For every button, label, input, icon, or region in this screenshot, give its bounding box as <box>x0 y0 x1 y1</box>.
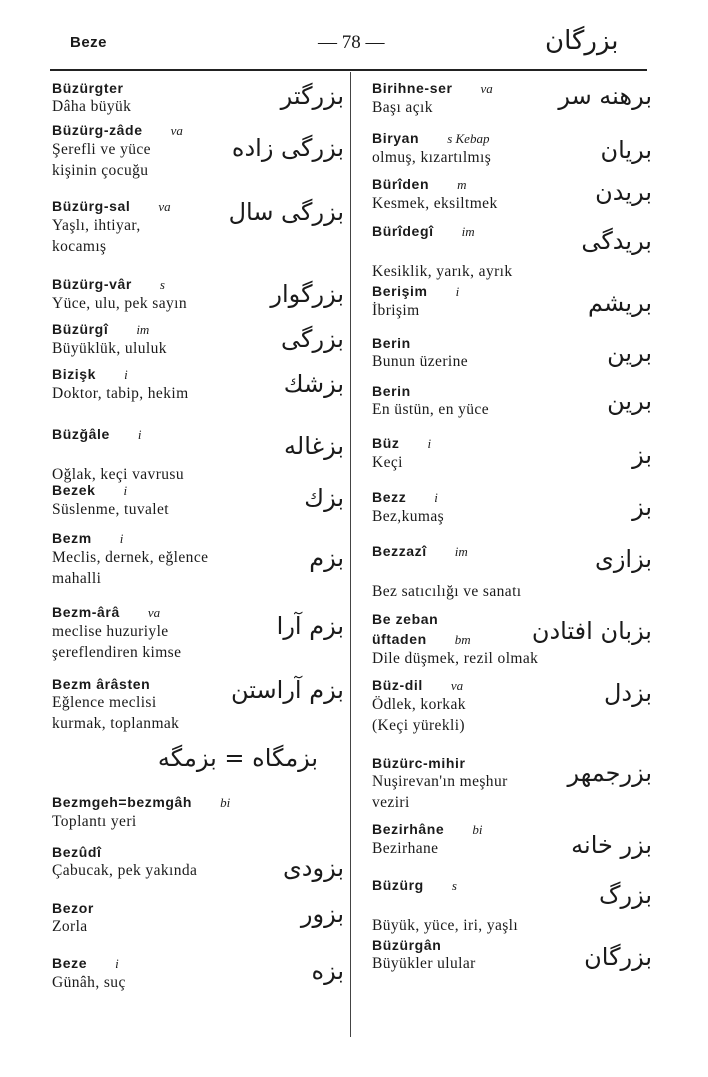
entry-definition: Oğlak, keçi vavrusu <box>52 466 184 483</box>
dictionary-entry <box>372 677 652 755</box>
entry-definition: Toplantı yeri <box>52 813 137 830</box>
entry-arabic: بزبان افتادن <box>531 617 652 645</box>
entry-arabic: بزر خانه <box>571 831 652 859</box>
column-divider <box>350 72 351 1037</box>
entry-headword: Berişim <box>372 283 428 299</box>
entry-headword: Bezûdî <box>52 844 102 860</box>
entry-headline <box>52 794 344 811</box>
entry-headword: Büzürg <box>372 877 424 893</box>
entry-headword: Büzürg-zâde <box>52 122 143 138</box>
dictionary-entry <box>52 900 344 955</box>
entry-headword: Büz-dil <box>372 677 423 693</box>
dictionary-entry <box>52 604 344 676</box>
entry-arabic: برهنه سر <box>558 82 652 110</box>
dictionary-entry <box>52 366 344 426</box>
entry-definition: Dâha büyük <box>52 98 132 115</box>
entry-arabic: بزغاله <box>284 432 344 460</box>
left-column <box>52 80 344 1000</box>
entry-headword: Büzürgân <box>372 937 442 953</box>
entry-arabic: بزه <box>311 957 344 985</box>
entry-arabic: بریدن <box>595 178 652 206</box>
entry-headline <box>372 631 652 648</box>
entry-headword: Berin <box>372 383 411 399</box>
entry-arabic: بزرگی <box>281 325 344 353</box>
entry-arabic: بزم آراستن <box>231 676 344 704</box>
dictionary-entry <box>372 489 652 543</box>
dictionary-entry <box>372 631 652 677</box>
entry-definition: şereflendiren kimse <box>52 644 182 661</box>
entry-word-class: s Kebap <box>447 131 490 146</box>
entry-word-class: bi <box>472 822 483 837</box>
entry-headword: Bezzazî <box>372 543 427 559</box>
entry-definition: kocamış <box>52 238 107 255</box>
entry-definition: mahalli <box>52 570 102 587</box>
entry-arabic: بزرگتر <box>280 82 344 110</box>
dictionary-entry <box>52 676 344 744</box>
entry-headword: Bezm <box>52 530 92 546</box>
entry-word-class: i <box>137 427 142 442</box>
entry-definition: Eğlence meclisi <box>52 694 157 711</box>
header-guide-word: Beze <box>70 34 108 51</box>
entry-headword: Bezmgeh=bezmgâh <box>52 794 193 810</box>
entry-definition: Nuşirevan'ın meşhur <box>372 773 508 790</box>
entry-arabic: بریان <box>600 136 652 164</box>
entry-definition: Bez,kumaş <box>372 508 445 525</box>
entry-word-class: i <box>434 490 438 505</box>
entry-definition: Büyüklük, ululuk <box>52 340 167 357</box>
entry-definition: Başı açık <box>372 99 433 116</box>
entry-headword: Bezm-ârâ <box>52 604 120 620</box>
entry-word-class: i <box>427 436 432 451</box>
entry-headline <box>52 955 344 972</box>
entry-definition: Bezirhane <box>372 840 439 857</box>
entry-arabic: بزرگوار <box>270 280 344 308</box>
entry-headword: Bürîden <box>372 176 430 192</box>
entry-headword: Büz <box>372 435 400 451</box>
entry-definition: Zorla <box>52 918 88 935</box>
page-number: — 78 — <box>318 32 385 53</box>
entry-definition: Meclis, dernek, eğlence <box>52 549 209 566</box>
entry-definition: Yaşlı, ihtiyar, <box>52 217 141 234</box>
entry-headword: Bezz <box>372 489 407 505</box>
entry-headline <box>52 530 344 547</box>
entry-word-class: i <box>123 483 128 498</box>
entry-headword: Büzürgî <box>52 321 109 337</box>
entry-headword: Birihne-ser <box>372 80 453 96</box>
entry-word-class: s <box>159 277 165 292</box>
entry-arabic: بزرگی سال <box>228 198 344 226</box>
entry-arabic: بریشم <box>588 289 652 317</box>
entry-arabic: بزودی <box>283 854 344 882</box>
entry-word-class: bm <box>454 632 471 647</box>
entry-headword: Berin <box>372 335 411 351</box>
entry-word-class: im <box>136 322 150 337</box>
entry-definition: En üstün, en yüce <box>372 401 489 418</box>
entry-definition: Doktor, tabip, hekim <box>52 385 189 402</box>
entry-word-class: i <box>119 531 124 546</box>
entry-word-class: im <box>454 544 468 559</box>
entry-arabic: برین <box>607 339 652 367</box>
entry-definition: veziri <box>372 794 410 811</box>
dictionary-entry <box>52 955 344 1000</box>
entry-word-class: va <box>158 199 171 214</box>
entry-word-class: va <box>147 605 161 620</box>
dictionary-entry <box>372 937 652 983</box>
entry-word-class: i <box>115 956 119 971</box>
entry-definition: Kesmek, eksiltmek <box>372 195 498 212</box>
entry-arabic: بریدگی <box>581 227 652 255</box>
entry-headword: Be zeban <box>372 611 439 627</box>
entry-definition: kurmak, toplanmak <box>52 715 180 732</box>
entry-headword: Büzürg-vâr <box>52 276 132 292</box>
dictionary-entry <box>372 176 652 223</box>
entry-arabic: برین <box>607 387 652 415</box>
entry-formula-arabic: بزمگاه = بزمگه <box>157 744 319 772</box>
entry-headline <box>52 482 344 499</box>
entry-word-class: i <box>124 367 128 382</box>
entry-headword: üftaden <box>372 631 427 647</box>
entry-definition: İbrişim <box>372 302 420 319</box>
dictionary-entry <box>52 744 344 794</box>
dictionary-entry <box>52 198 344 276</box>
entry-arabic: بزشك <box>283 370 344 398</box>
entry-arabic: بز <box>632 441 652 469</box>
entry-headline <box>372 489 652 506</box>
header-guide-word-arabic: بزرگان <box>545 26 619 56</box>
entry-definition: Bunun üzerine <box>372 353 469 370</box>
dictionary-entry <box>372 383 652 435</box>
entry-word-class: va <box>450 678 464 693</box>
entry-arabic: بزازی <box>595 545 652 573</box>
entry-definition: Çabucak, pek yakında <box>52 862 198 879</box>
dictionary-entry <box>372 223 652 283</box>
entry-arabic: بزرگ <box>599 881 652 909</box>
entry-headword: Bezor <box>52 900 94 916</box>
entry-word-class: im <box>461 224 475 239</box>
dictionary-entry <box>52 794 344 844</box>
dictionary-entry <box>52 122 344 198</box>
dictionary-entry <box>52 844 344 900</box>
entry-arabic: بزور <box>300 900 344 928</box>
entry-word-class: m <box>457 177 467 192</box>
dictionary-entry <box>372 283 652 335</box>
entry-arabic: بزم <box>309 544 344 572</box>
entry-headword: Büzğâle <box>52 426 110 442</box>
right-column <box>372 80 652 983</box>
entry-definition: Büyük, yüce, iri, yaşlı <box>372 917 519 934</box>
entry-headword: Beze <box>52 955 88 971</box>
entry-headword: Bürîdegî <box>372 223 434 239</box>
entry-arabic: بزدل <box>603 679 652 707</box>
entry-word-class: va <box>170 123 183 138</box>
entry-definition: Günâh, suç <box>52 974 126 991</box>
entry-word-class: i <box>455 284 460 299</box>
entry-definition: Yüce, ulu, pek sayın <box>52 295 187 312</box>
entry-headword: Büzürgter <box>52 80 124 96</box>
entry-word-class: s <box>451 878 457 893</box>
dictionary-entry <box>52 321 344 366</box>
entry-arabic: بزرگی زاده <box>231 134 344 162</box>
entry-definition: Büyükler ulular <box>372 955 476 972</box>
dictionary-entry <box>52 482 344 530</box>
entry-headword: Bizişk <box>52 366 97 382</box>
header-rule <box>50 69 647 71</box>
entry-headword: Bezm ârâsten <box>52 676 151 692</box>
entry-arabic: بزم آرا <box>276 612 344 640</box>
entry-definition: Ödlek, korkak <box>372 696 466 713</box>
dictionary-entry <box>372 755 652 821</box>
entry-headword: Biryan <box>372 130 420 146</box>
entry-definition: Şerefli ve yüce <box>52 141 151 158</box>
dictionary-entry <box>52 276 344 321</box>
dictionary-entry <box>52 426 344 482</box>
dictionary-entry <box>372 435 652 489</box>
entry-headline <box>372 435 652 452</box>
entry-word-class: bi <box>220 795 231 810</box>
entry-arabic: بزرگان <box>584 943 652 971</box>
entry-arabic: بزرجمهر <box>567 759 652 787</box>
entry-definition: (Keçi yürekli) <box>372 717 465 734</box>
entry-arabic: بز <box>632 493 652 521</box>
dictionary-entry <box>372 130 652 176</box>
entry-definition: meclise huzuriyle <box>52 623 169 640</box>
dictionary-entry <box>52 530 344 604</box>
dictionary-entry <box>372 80 652 130</box>
entry-definition: Dile düşmek, rezil olmak <box>372 650 539 667</box>
entry-definition: olmuş, kızartılmış <box>372 149 492 166</box>
entry-arabic: بزك <box>304 484 344 512</box>
entry-headword: Bezirhâne <box>372 821 445 837</box>
entry-definition: kişinin çocuğu <box>52 162 149 179</box>
entry-headword: Bezek <box>52 482 96 498</box>
entry-word-class: va <box>480 81 493 96</box>
dictionary-entry <box>372 335 652 383</box>
entry-definition: Keçi <box>372 454 403 471</box>
entry-definition: Süslenme, tuvalet <box>52 501 170 518</box>
dictionary-entry <box>372 877 652 937</box>
entry-definition: Bez satıcılığı ve sanatı <box>372 583 522 600</box>
entry-headword: Büzürc-mihir <box>372 755 466 771</box>
dictionary-entry <box>52 80 344 122</box>
dictionary-entry <box>372 821 652 877</box>
entry-headword: Büzürg-sal <box>52 198 131 214</box>
entry-definition: Kesiklik, yarık, ayrık <box>372 263 513 280</box>
dictionary-entry <box>372 543 652 611</box>
